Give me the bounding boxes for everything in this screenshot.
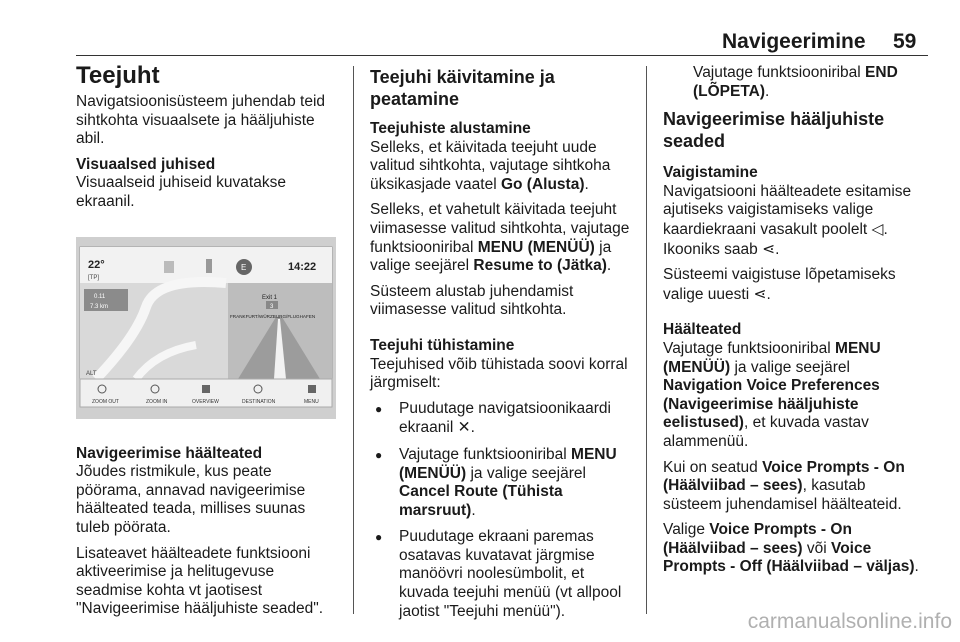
- speaker-muted-icon: ⋖: [753, 284, 767, 303]
- voice-paragraph: Jõudes ristmikule, kus peate pöörama, annavad navigeerimise häälteated teada, millises suunas tuleb pöörata.: [76, 463, 306, 536]
- end-paragraph: Vajutage funktsiooniribal END (LÕPETA).: [693, 64, 898, 100]
- section-heading-voice-settings: Navigeerimise hääljuhiste seaded: [663, 109, 885, 152]
- media-icon: [164, 261, 174, 273]
- close-icon: ✕: [457, 418, 471, 437]
- intro-paragraph: Navigatsioonisüsteem juhendab teid sihtkohta visuaalsete ja hääljuhiste abil.: [76, 93, 326, 148]
- prompts-on-paragraph: Kui on seatud Voice Prompts - On (Häälviibad – sees), kasutab süsteem juhendamisel häälteateid.: [663, 458, 905, 513]
- header-rule: [76, 55, 928, 56]
- voice-heading: Navigeerimise häälteated: [76, 444, 263, 462]
- mute-paragraph: Navigatsiooni häälteadete esitamise ajutiseks vaigistamiseks valige kaardiekraani vasakult poolelt ◁. Ikooniks saab ⋖.: [663, 182, 912, 258]
- list-item: ● Puudutage ekraani paremas osatavas kuvatavat järgmise manöövri noolesümbolit, et kuvada teejuhi menüü (vt allpool jaotist "Teejuhi menüü").: [370, 528, 632, 621]
- screen-sign: FRANKFURT/WÜRZBURG/FLUGHAFEN: [230, 313, 316, 319]
- section-heading: Teejuht: [76, 62, 160, 89]
- prompts-paragraph: Vajutage funktsiooniribal MENU (MENÜÜ) ja valige seejärel Navigation Voice Preferences (Navigeerimise hääljuhiste eelistused), et kuvada vastav alammenüü.: [663, 339, 881, 450]
- overview-button: OVERVIEW: [192, 398, 219, 405]
- screen-time: 14:22: [288, 260, 317, 273]
- more-info-paragraph: Lisateavet häälteadete funktsiooni aktiveerimise ja helitugevuse seadmise kohta vt jaotisest "Navigeerimise hääljuhiste seaded".: [76, 544, 324, 618]
- overview-icon: [202, 385, 210, 393]
- speaker-muted-icon: ⋖: [762, 239, 776, 258]
- resume-paragraph: Selleks, et vahetult käivitada teejuht viimasesse valitud sihtkohta, vajutage funktsiooniribal MENU (MENÜÜ) ja valige seejärel Resume to (Jätka).: [370, 201, 630, 275]
- column-divider-2: [646, 66, 647, 614]
- screen-dist2: 7.3 km: [90, 303, 109, 310]
- speaker-icon: ◁: [871, 219, 884, 238]
- cancel-paragraph: Teejuhised võib tühistada soovi korral järgmiselt:: [370, 355, 628, 392]
- list-item: ● Vajutage funktsiooniribal MENU (MENÜÜ) ja valige seejärel Cancel Route (Tühista marsruut).: [370, 446, 632, 520]
- menu-button: MENU: [304, 398, 319, 405]
- cancel-list: [370, 400, 632, 622]
- cancel-heading: Teejuhi tühistamine: [370, 336, 515, 354]
- page-header: [0, 26, 960, 56]
- screen-dist1: 0.11: [94, 293, 106, 300]
- screen-exit: Exit 1: [262, 294, 278, 301]
- column-divider-1: [353, 66, 354, 614]
- watermark: carmanualsonline.info: [747, 610, 952, 633]
- screen-exit-num: 3: [270, 303, 274, 310]
- start-heading: Teejuhiste alustamine: [370, 120, 531, 137]
- destination-button: DESTINATION: [242, 398, 276, 405]
- page-number: 59: [893, 30, 917, 53]
- menu-icon: [308, 385, 316, 393]
- compass-label: E: [241, 262, 247, 272]
- start-paragraph: Selleks, et käivitada teejuht uude valitud sihtkohta, vajutage sihtkoha üksikasjade vaatel Go (Alusta).: [370, 138, 611, 193]
- phone-icon: [206, 259, 212, 273]
- prompts-heading: Häälteated: [663, 321, 742, 339]
- screen-temp: 22°: [88, 258, 105, 271]
- zoom-out-button: ZOOM OUT: [92, 398, 119, 405]
- visual-paragraph: Visuaalseid juhiseid kuvatakse ekraanil.: [76, 174, 286, 210]
- running-title: Navigeerimine: [722, 30, 866, 53]
- mute-heading: Vaigistamine: [663, 164, 758, 182]
- zoom-in-button: ZOOM IN: [146, 398, 168, 405]
- list-item: ● Puudutage navigatsioonikaardi ekraanil ✕.: [370, 400, 632, 438]
- screen-tp: [TP]: [88, 274, 100, 281]
- screen-alt: ALT: [86, 370, 97, 377]
- visual-heading: Visuaalsed juhised: [76, 155, 216, 173]
- column-2: [370, 62, 632, 629]
- column-1: [76, 62, 338, 626]
- unmute-paragraph: Süsteemi vaigistuse lõpetamiseks valige uuesti ⋖.: [663, 266, 896, 303]
- prompts-select-paragraph: Valige Voice Prompts - On (Häälviibad – sees) või Voice Prompts - Off (Häälviibad – väljas).: [663, 521, 919, 576]
- column-3: [663, 64, 928, 584]
- navigation-screen-image: [76, 237, 336, 419]
- section-heading-start-stop: Teejuhi käivitamine ja peatamine: [370, 67, 555, 109]
- resume-result-paragraph: Süsteem alustab juhendamist viimasesse valitud sihtkohta.: [370, 282, 574, 319]
